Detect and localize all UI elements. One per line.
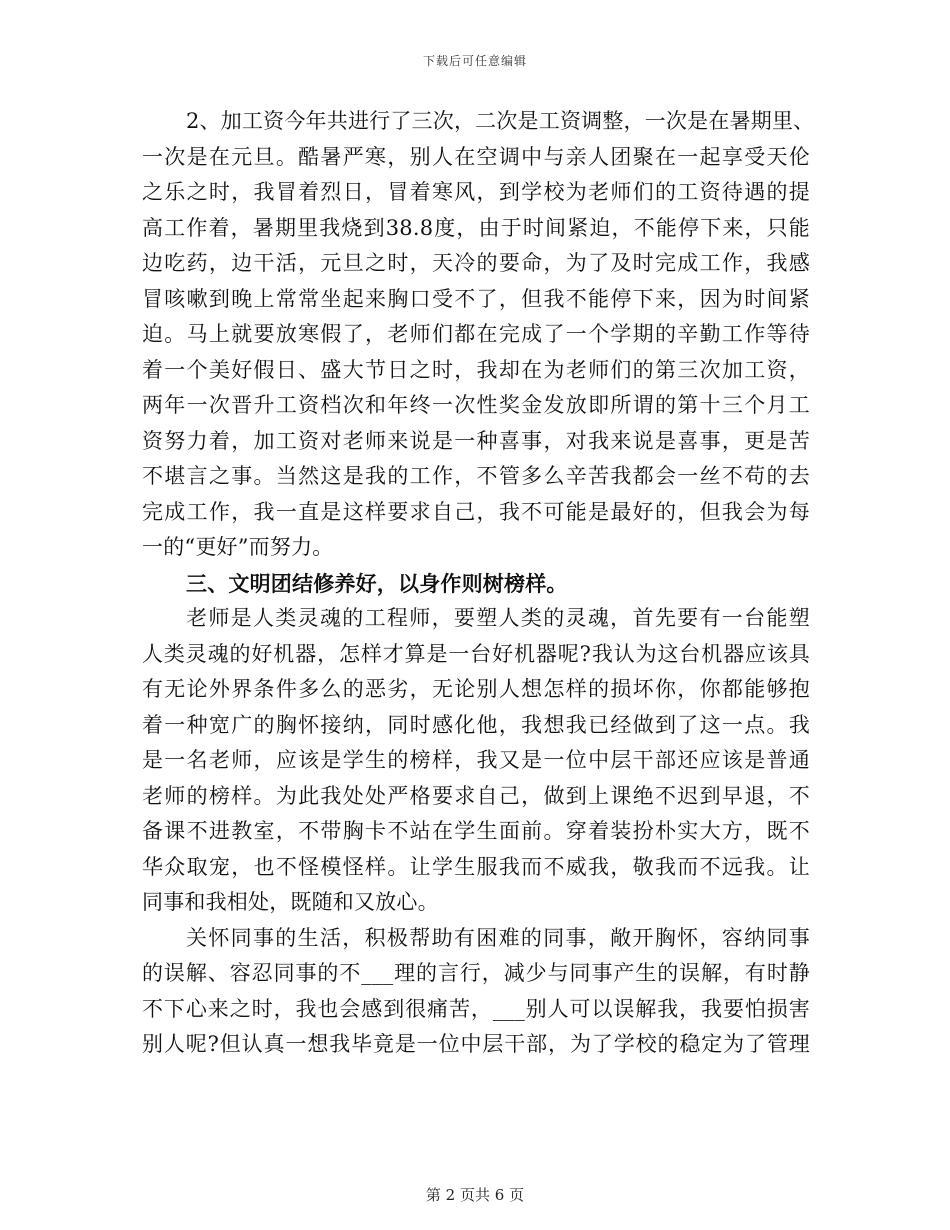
paragraph-line: 有无论外界条件多么的恶劣，无论别人想怎样的损坏你，你都能够抱 (142, 677, 810, 701)
paragraph-line: 着一种宽广的胸怀接纳，同时感化他，我想我已经做到了这一点。我 (142, 712, 810, 737)
paragraph-line: 备课不进教室，不带胸卡不站在学生面前。穿着装扮朴实大方，既不 (142, 819, 810, 843)
paragraph-line: 边吃药，边干活，元旦之时，天冷的要命，为了及时完成工作，我感 (142, 251, 810, 275)
paragraph-line: 之乐之时，我冒着烈日，冒着寒风，到学校为老师们的工资待遇的提 (142, 180, 810, 204)
paragraph-line: 迫。马上就要放寒假了，老师们都在完成了一个学期的辛勤工作等待 (142, 322, 810, 346)
document-body (142, 104, 815, 1063)
paragraph-line: 资努力着，加工资对老师来说是一种喜事，对我来说是喜事，更是苦 (142, 428, 810, 453)
paragraph-line: 老师是人类灵魂的工程师，要塑人类的灵魂，首先要有一台能塑 (186, 606, 810, 630)
paragraph-line: 老师的榜样。为此我处处严格要求自己，做到上课绝不迟到早退，不 (142, 783, 810, 808)
paragraph-line: 着一个美好假日、盛大节日之时，我却在为老师们的第三次加工资， (142, 357, 810, 382)
paragraph-line: 两年一次晋升工资档次和年终一次性奖金发放即所谓的第十三个月工 (142, 393, 810, 417)
paragraph-line: 2、加工资今年共进行了三次，二次是工资调整，一次是在暑期里、 (186, 109, 815, 133)
paragraph-line: 同事和我相处，既随和又放心。 (142, 890, 439, 914)
paragraph-line: 人类灵魂的好机器，怎样才算是一台好机器呢?我认为这台机器应该具 (142, 641, 810, 666)
paragraph-line: 关怀同事的生活，积极帮助有困难的同事，敞开胸怀，容纳同事 (186, 925, 810, 950)
paragraph-line: 冒咳嗽到晚上常常坐起来胸口受不了，但我不能停下来，因为时间紧 (142, 286, 810, 311)
page-header: 下载后可任意编辑 (422, 54, 527, 68)
paragraph-line: 的误解、容忍同事的不___理的言行，减少与同事产生的误解，有时静 (142, 961, 810, 985)
paragraph-line: 一的“更好”而努力。 (142, 535, 334, 559)
paragraph-line: 一次是在元旦。酷暑严寒，别人在空调中与亲人团聚在一起享受天伦 (142, 144, 810, 169)
paragraph-line: 不下心来之时，我也会感到很痛苦，___别人可以误解我，我要怕损害 (142, 996, 810, 1021)
paragraph-line: 高工作着，暑期里我烧到38.8度，由于时间紧迫，不能停下来，只能 (142, 215, 810, 240)
paragraph-line: 是一名老师，应该是学生的榜样，我又是一位中层干部还应该是普通 (142, 748, 810, 772)
paragraph-line: 华众取宠，也不怪模怪样。让学生服我而不威我，敬我而不远我。让 (142, 854, 810, 879)
section-heading: 三、文明团结修养好，以身作则树榜样。 (186, 570, 568, 596)
paragraph-line: 别人呢?但认真一想我毕竟是一位中层干部，为了学校的稳定为了管理 (142, 1032, 810, 1056)
paragraph-line: 不堪言之事。当然这是我的工作，不管多么辛苦我都会一丝不苟的去 (142, 464, 810, 488)
paragraph-line: 完成工作，我一直是这样要求自己，我不可能是最好的，但我会为每 (142, 499, 810, 524)
page-footer: 第 2 页共 6 页 (425, 1186, 525, 1204)
